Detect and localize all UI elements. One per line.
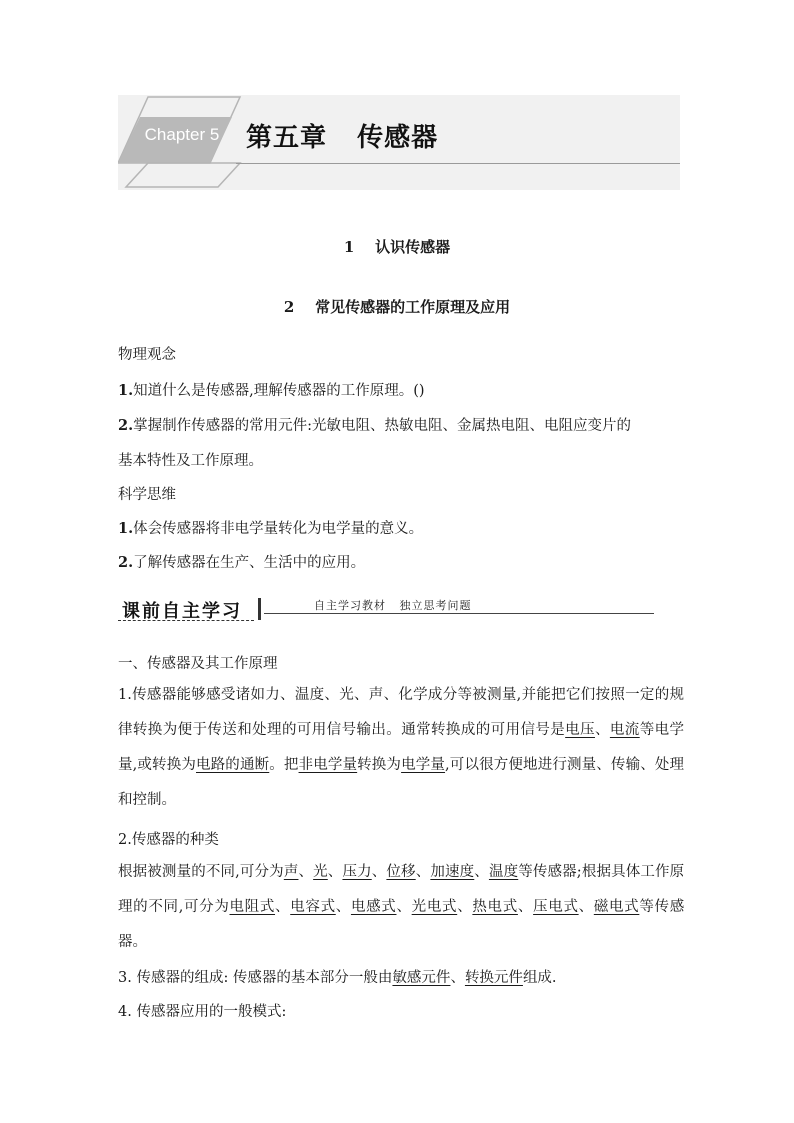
banner-underline [236, 163, 680, 164]
study-bar-dotted-line [118, 620, 254, 621]
answer-conversion-element: 转换元件 [464, 970, 523, 986]
answer-voltage: 电压 [565, 722, 595, 738]
section-title-1: 1 认识传感器 [343, 238, 451, 256]
heading-sensor-principle: 一、传感器及其工作原理 [118, 656, 278, 672]
answer-circuit-switch: 电路的通断 [196, 757, 270, 773]
physics-heading: 物理观念 [118, 347, 176, 363]
heading-sensor-types: 2.传感器的种类 [118, 832, 219, 848]
chapter-banner [118, 95, 680, 190]
study-bar-separator [258, 598, 261, 620]
paragraph-sensor-application-mode: 4. 传感器应用的一般模式: [118, 1004, 287, 1020]
study-bar-rule [264, 613, 654, 614]
paragraph-sensor-definition: 1.传感器能够感受诸如力、温度、光、声、化学成分等被测量,并能把它们按照一定的规律转换为便于传送和处理的可用信号输出。通常转换成的可用信号是电压、电流等电学量,或转换为电路的通断。把非电学量转换为电学量,可以很方便地进行测量、传输、处理和控制。 [118, 687, 685, 808]
study-bar-subtitle: 自主学习教材 独立思考问题 [314, 599, 472, 612]
study-section-bar [118, 596, 654, 626]
answer-electric-quantity: 电学量 [401, 757, 446, 773]
answer-non-electric-quantity: 非电学量 [298, 757, 358, 773]
paragraph-sensor-composition: 3. 传感器的组成: 传感器的基本部分一般由敏感元件、转换元件组成. [118, 970, 557, 986]
objective-1: 1.知道什么是传感器,理解传感器的工作原理。() [118, 382, 425, 399]
paragraph-sensor-types: 根据被测量的不同,可分为声、光、压力、位移、加速度、温度等传感器;根据具体工作原理的不同,可分为电阻式、电容式、电感式、光电式、热电式、压电式、磁电式等传感器。 [118, 864, 685, 950]
study-bar-title: 课前自主学习 [122, 601, 242, 622]
chapter-label: Chapter 5 [144, 125, 220, 144]
chapter-title: 第五章 传感器 [246, 123, 439, 153]
answer-current: 电流 [609, 722, 640, 738]
answer-sensitive-element: 敏感元件 [392, 970, 451, 986]
section-title-2: 2 常见传感器的工作原理及应用 [283, 298, 511, 316]
objective-2-line-1: 2.掌握制作传感器的常用元件:光敏电阻、热敏电阻、金属热电阻、电阻应变片的 [118, 417, 632, 434]
thinking-1: 1.体会传感器将非电学量转化为电学量的意义。 [118, 520, 424, 537]
thinking-2: 2.了解传感器在生产、生活中的应用。 [118, 554, 366, 571]
thinking-heading: 科学思维 [118, 487, 176, 503]
objective-2-line-2: 基本特性及工作原理。 [118, 453, 263, 469]
